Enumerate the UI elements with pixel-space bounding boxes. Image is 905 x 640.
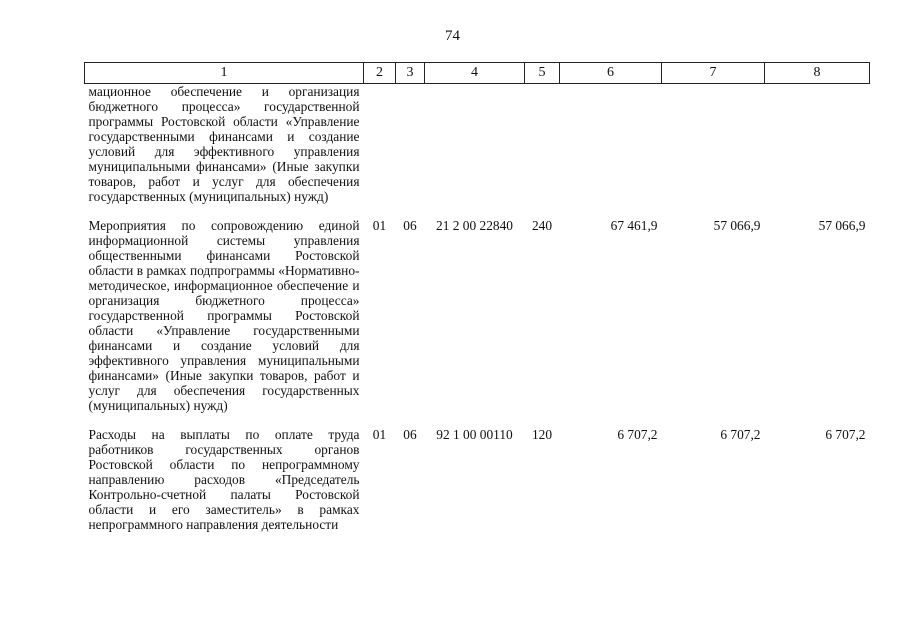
amount-year-1: 6 707,2 xyxy=(617,427,658,442)
row-description: Расходы на выплаты по оплате труда работников государственных органов Ростовской области по непрограммному направлению расходов «Председатель Контрольно-счетной палаты Ростовской области и его заместитель» в рамках непрограммного направления деятельности xyxy=(88,427,360,532)
amount-year-3: 6 707,2 xyxy=(825,427,866,442)
row-description: мационное обеспечение и организация бюджетного процесса» государственной программы Ростовской области «Управление государственными финансами и создание условий для эффективного управления муниципальными финансами» (Иные закупки товаров, работ и услуг для обеспечения государственных (муниципальных) нужд) xyxy=(88,84,360,204)
subsection-code: 06 xyxy=(403,218,417,233)
amount-year-3 xyxy=(765,84,870,219)
column-header-8: 8 xyxy=(765,63,870,84)
table-row xyxy=(85,218,870,427)
amount-year-2 xyxy=(662,84,765,219)
section-code: 01 xyxy=(372,427,387,442)
row-description: Мероприятия по сопровождению единой информационной системы управления общественными финансами Ростовской области в рамках подпрограммы «Нормативно-методическое, информационное обеспечение и организация бюджетного процесса» государственной программы Ростовской области «Управление государственными финансами и создание условий для эффективного управления муниципальными финансами» (Иные закупки товаров, работ и услуг для обеспечения государственных (муниципальных) нужд) xyxy=(88,218,360,413)
expense-type-code: 120 xyxy=(531,427,553,442)
section-code: 01 xyxy=(372,218,387,233)
expense-type-code xyxy=(525,84,560,219)
target-article-code: 92 1 00 00110 xyxy=(436,427,513,442)
amount-year-2: 6 707,2 xyxy=(720,427,761,442)
column-header-1: 1 xyxy=(85,63,364,84)
table-row xyxy=(85,427,870,532)
target-article-code: 21 2 00 22840 xyxy=(436,218,513,233)
column-header-5: 5 xyxy=(525,63,560,84)
target-article-code xyxy=(425,84,525,219)
column-header-3: 3 xyxy=(396,63,425,84)
header-row xyxy=(85,63,870,84)
amount-year-2: 57 066,9 xyxy=(713,218,761,233)
amount-year-3: 57 066,9 xyxy=(818,218,866,233)
amount-year-1 xyxy=(560,84,662,219)
column-header-2: 2 xyxy=(364,63,396,84)
amount-year-1: 67 461,9 xyxy=(610,218,658,233)
column-header-4: 4 xyxy=(425,63,525,84)
section-code xyxy=(364,84,396,219)
column-header-7: 7 xyxy=(662,63,765,84)
page-number: 74 xyxy=(445,28,460,44)
column-header-6: 6 xyxy=(560,63,662,84)
table-row xyxy=(85,84,870,219)
subsection-code: 06 xyxy=(403,427,417,442)
expense-type-code: 240 xyxy=(531,218,553,233)
subsection-code xyxy=(396,84,425,219)
budget-table xyxy=(84,62,870,532)
